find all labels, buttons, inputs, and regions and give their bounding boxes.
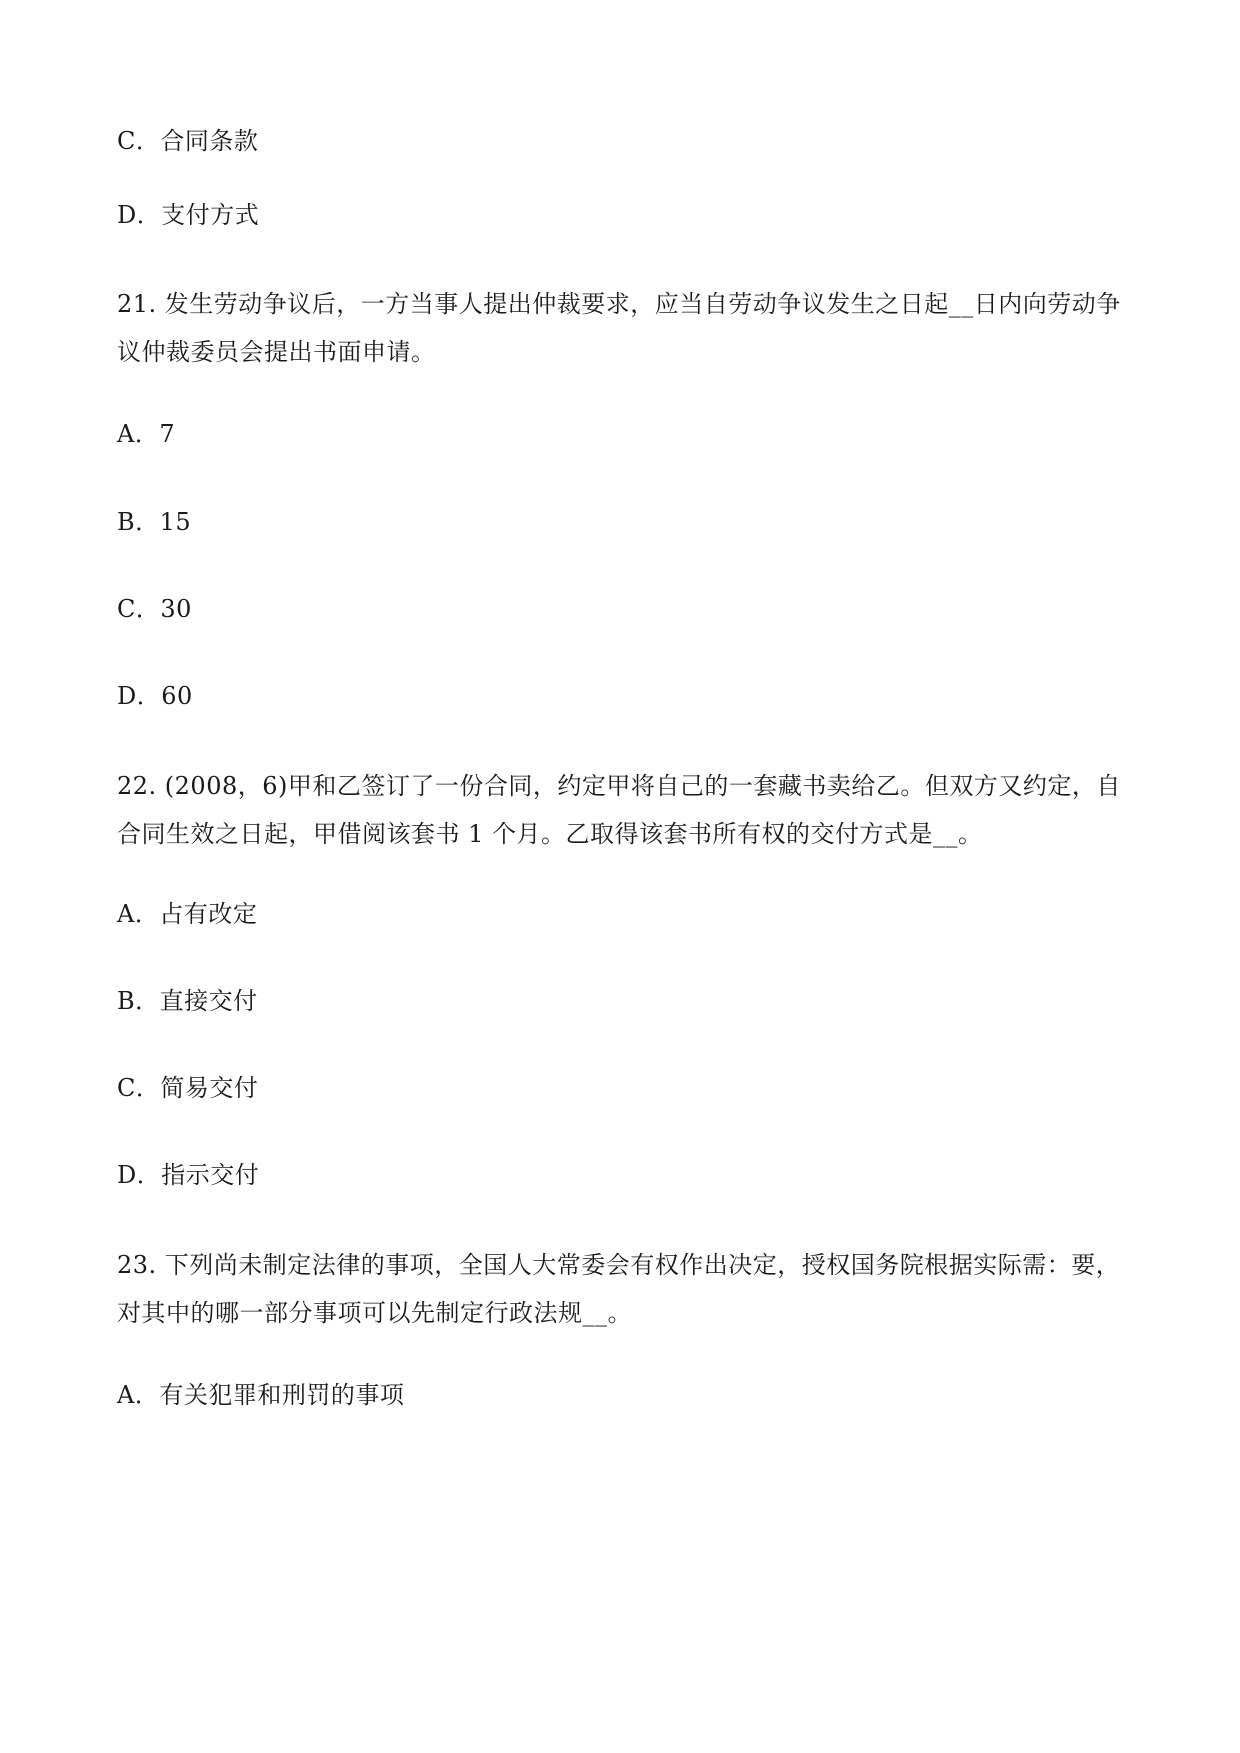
- q21-stem: 21. 发生劳动争议后，一方当事人提出仲裁要求，应当自劳动争议发生之日起__日内向劳动争议仲裁委员会提出书面申请。: [117, 290, 1121, 366]
- q21-option-a: A．7: [117, 420, 176, 448]
- q22-option-b: B．直接交付: [117, 987, 258, 1015]
- q21-option-c: C．30: [117, 595, 192, 623]
- q20-option-d: D．支付方式: [117, 201, 260, 229]
- q23-option-a: A．有关犯罪和刑罚的事项: [117, 1381, 405, 1409]
- q22-option-d: D．指示交付: [117, 1161, 260, 1189]
- q21-option-d: D．60: [117, 682, 193, 710]
- q20-option-c: C．合同条款: [117, 127, 259, 155]
- q23-stem: 23. 下列尚未制定法律的事项，全国人大常委会有权作出决定，授权国务院根据实际需：要，对其中的哪一部分事项可以先制定行政法规__。: [117, 1251, 1121, 1327]
- q22-option-c: C．简易交付: [117, 1074, 259, 1102]
- q21-option-b: B．15: [117, 508, 192, 536]
- q22-option-a: A．占有改定: [117, 900, 258, 928]
- q22-stem: 22. (2008，6)甲和乙签订了一份合同，约定甲将自己的一套藏书卖给乙。但双方又约定，自合同生效之日起，甲借阅该套书 1 个月。乙取得该套书所有权的交付方式是__。: [117, 772, 1121, 848]
